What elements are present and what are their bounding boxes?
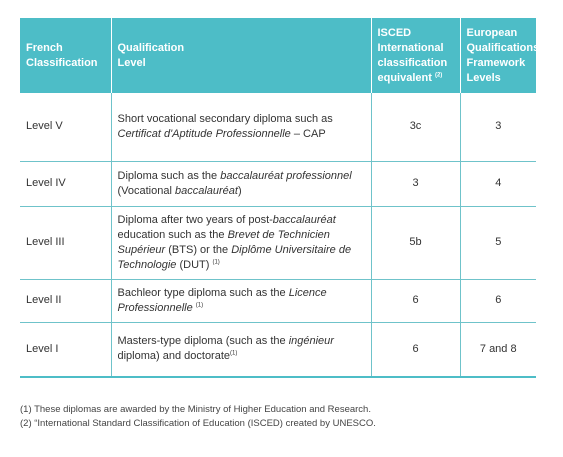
description-text: – CAP (290, 127, 326, 140)
level-cell: Level IV (20, 161, 111, 206)
isced-cell: 6 (371, 322, 460, 377)
classification-table-container (20, 18, 540, 378)
header-text: Framework (466, 56, 526, 69)
isced-cell: 3c (371, 93, 460, 161)
description-text: ) (237, 184, 242, 197)
table-row (20, 322, 536, 377)
level-cell: Level V (20, 93, 111, 161)
description-text: Bachleor type diploma such as the (117, 286, 289, 299)
description-text: (DUT) (176, 258, 213, 271)
isced-cell: 5b (371, 206, 460, 279)
header-text: International (377, 41, 444, 54)
description-cell (111, 322, 371, 377)
description-cell (111, 279, 371, 322)
isced-cell: 6 (371, 279, 460, 322)
eqf-cell: 7 and 8 (460, 322, 536, 377)
header-text: Level (117, 56, 146, 69)
italic-term: baccalauréat (174, 184, 238, 197)
description-text: education such as the (117, 228, 228, 241)
footnote-marker: (1) (212, 258, 220, 265)
description-text: Diploma after two years of post- (117, 213, 273, 226)
header-french-classification (20, 18, 111, 93)
description-cell (111, 206, 371, 279)
italic-term: baccalauréat professionnel (220, 169, 352, 182)
italic-term: Diplôme Universitaire de Technologie (117, 243, 352, 271)
header-text: European (466, 26, 518, 39)
eqf-cell: 5 (460, 206, 536, 279)
header-isced (371, 18, 460, 93)
header-qualification-level (111, 18, 371, 93)
header-text: French (26, 41, 63, 54)
description-cell (111, 93, 371, 161)
italic-term: baccalauréat (272, 213, 336, 226)
italic-term: Brevet de Technicien Supérieur (117, 228, 330, 256)
description-text: (Vocational (117, 184, 175, 197)
footnote-1: (1) These diplomas are awarded by the Ministry of Higher Education and Research. (20, 404, 371, 415)
description-text: diploma) and doctorate (117, 350, 231, 363)
italic-term: Certificat d'Aptitude Professionnelle (117, 127, 291, 140)
description-text: Short vocational secondary diploma such as (117, 112, 333, 125)
header-text: equivalent (377, 71, 432, 84)
eqf-cell: 6 (460, 279, 536, 322)
header-text: Qualification (117, 41, 185, 54)
header-text: Classification (26, 56, 98, 69)
isced-cell: 3 (371, 161, 460, 206)
italic-term: Licence Professionnelle (117, 286, 327, 314)
header-eqf (460, 18, 540, 93)
description-text: Diploma such as the (117, 169, 221, 182)
classification-table (20, 18, 540, 378)
eqf-cell: 4 (460, 161, 536, 206)
italic-term: ingénieur (288, 335, 334, 348)
header-text: Levels (466, 71, 501, 84)
header-text: ISCED (377, 26, 412, 39)
description-cell (111, 161, 371, 206)
footnote-2: (2) “International Standard Classification of Education (ISCED) created by UNESCO. (20, 418, 376, 429)
footnote-marker: (1) (230, 350, 238, 357)
level-cell: Level III (20, 206, 111, 279)
table-row (20, 93, 536, 161)
description-text: (BTS) or the (165, 243, 232, 256)
header-text: classification (377, 56, 448, 69)
header-text: Qualifications (466, 41, 540, 54)
description-text: Masters-type diploma (such as the (117, 335, 289, 348)
footnote-marker: (1) (195, 301, 204, 308)
footnote-marker: (2) (434, 71, 443, 78)
table-header-row (20, 18, 536, 93)
eqf-cell: 3 (460, 93, 536, 161)
table-row (20, 279, 536, 322)
level-cell: Level II (20, 279, 111, 322)
footnotes (20, 403, 376, 431)
level-cell: Level I (20, 322, 111, 377)
table-row (20, 161, 536, 206)
table-row (20, 206, 536, 279)
